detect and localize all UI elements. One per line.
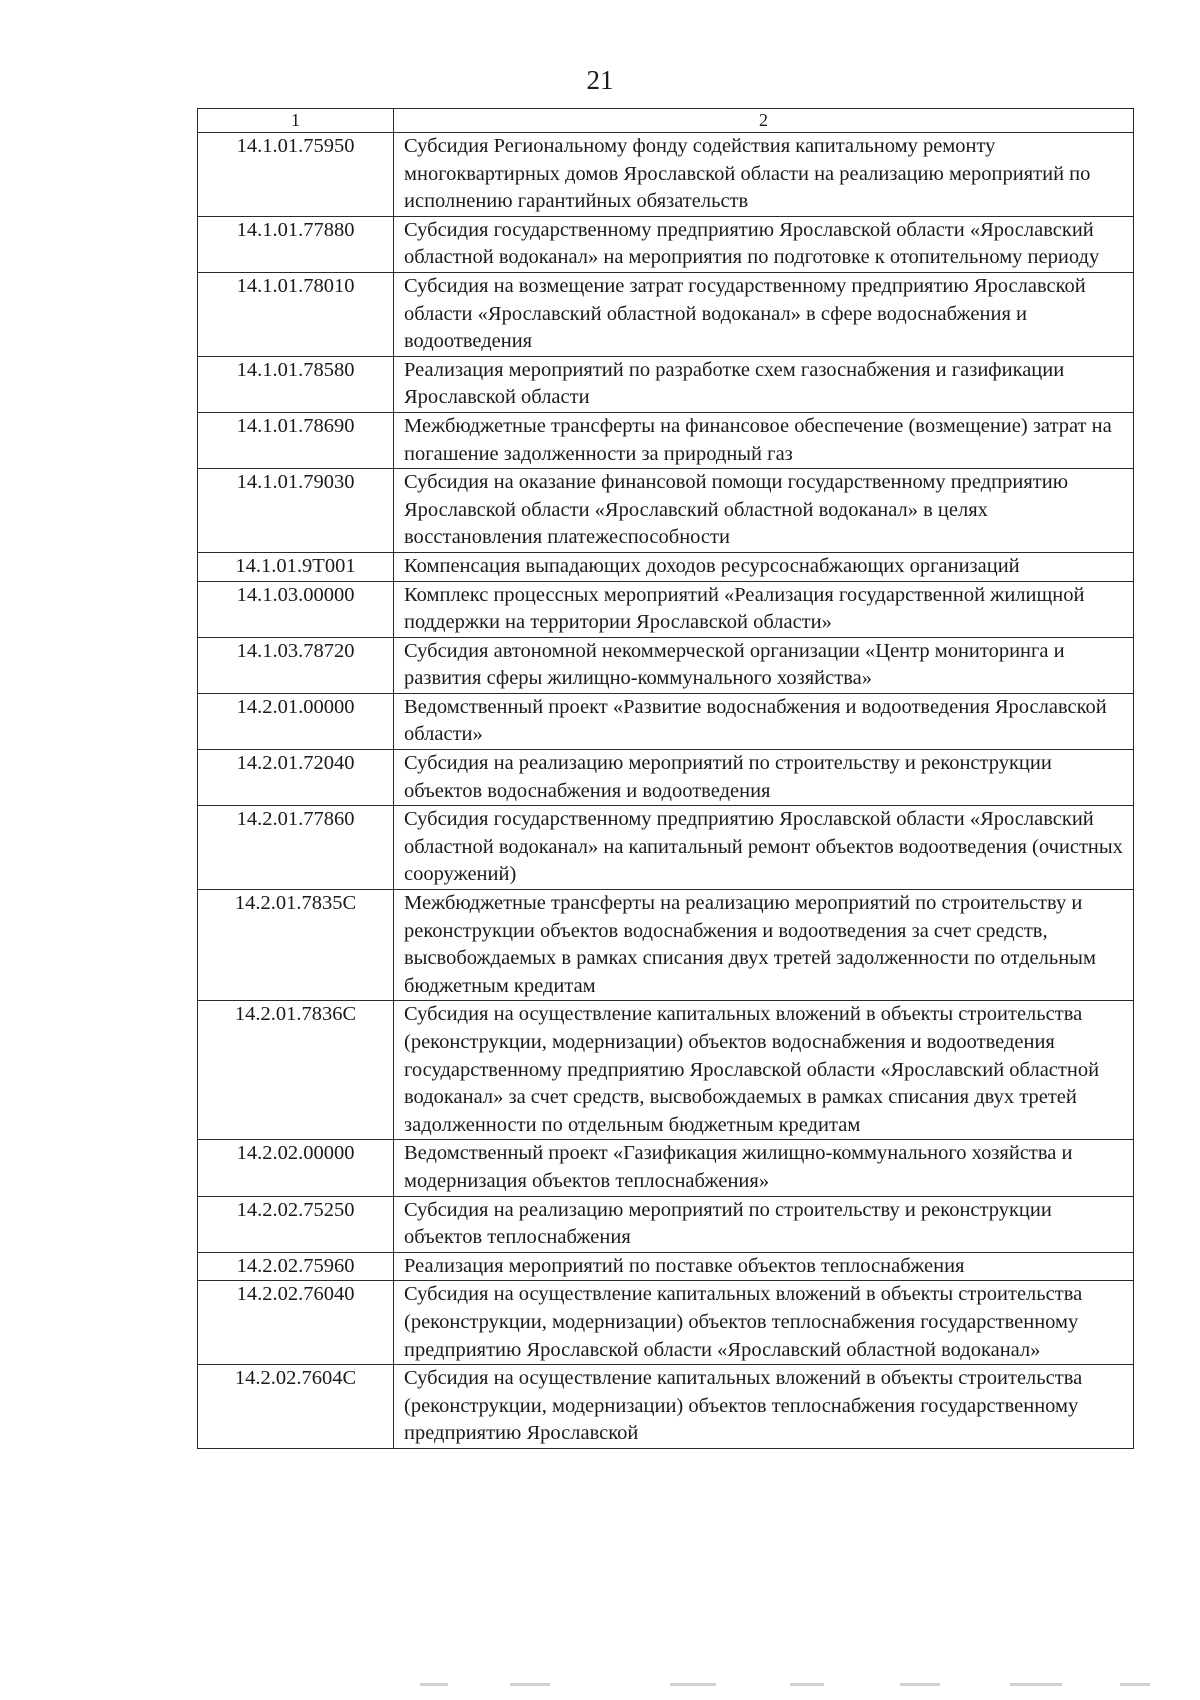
page-number: 21	[586, 65, 614, 95]
classification-code-cell: 14.2.02.7604С	[198, 1365, 394, 1449]
table-row	[198, 1196, 1134, 1252]
classification-code-cell: 14.2.01.77860	[198, 806, 394, 890]
table-row	[198, 1365, 1134, 1449]
classification-code-cell: 14.2.01.7836С	[198, 1001, 394, 1140]
description-cell: Субсидия на возмещение затрат государственному предприятию Ярославской области «Ярославский областной водоканал» в сфере водоснабжения и водоотведения	[394, 272, 1134, 356]
table-row	[198, 412, 1134, 468]
classification-code-cell: 14.2.01.00000	[198, 693, 394, 749]
description-cell: Субсидия на осуществление капитальных вложений в объекты строительства (реконструкции, модернизации) объектов теплоснабжения государственному предприятию Ярославской области «Ярославский областной водоканал»	[394, 1281, 1134, 1365]
classification-code-cell: 14.2.02.00000	[198, 1140, 394, 1196]
classification-code-cell: 14.1.01.78010	[198, 272, 394, 356]
table-row	[198, 637, 1134, 693]
classification-code-cell: 14.1.01.79030	[198, 469, 394, 553]
classification-code-cell: 14.1.03.00000	[198, 581, 394, 637]
description-cell: Субсидия на осуществление капитальных вложений в объекты строительства (реконструкции, модернизации) объектов теплоснабжения государственному предприятию Ярославской	[394, 1365, 1134, 1449]
table-row	[198, 581, 1134, 637]
description-cell: Субсидия на реализацию мероприятий по строительству и реконструкции объектов теплоснабжения	[394, 1196, 1134, 1252]
table-row	[198, 133, 1134, 217]
classification-code-cell: 14.2.02.75960	[198, 1252, 394, 1281]
table-row	[198, 1281, 1134, 1365]
description-cell: Субсидия государственному предприятию Ярославской области «Ярославский областной водоканал» на мероприятия по подготовке к отопительному периоду	[394, 216, 1134, 272]
table-row	[198, 750, 1134, 806]
classification-code-cell: 14.2.01.72040	[198, 750, 394, 806]
description-cell: Ведомственный проект «Развитие водоснабжения и водоотведения Ярославской области»	[394, 693, 1134, 749]
table-header	[198, 109, 1134, 133]
description-cell: Субсидия Региональному фонду содействия капитальному ремонту многоквартирных домов Ярославской области на реализацию мероприятий по исполнению гарантийных обязательств	[394, 133, 1134, 217]
scan-artifact-marks	[420, 1683, 1180, 1689]
description-cell: Субсидия на оказание финансовой помощи государственному предприятию Ярославской области «Ярославский областной водоканал» в целях восстановления платежеспособности	[394, 469, 1134, 553]
description-cell: Субсидия на осуществление капитальных вложений в объекты строительства (реконструкции, модернизации) объектов водоснабжения и водоотведения государственному предприятию Ярославской области «Ярославский областной водоканал» за счет средств, высвобождаемых в рамках списания двух третей задолженности по отдельным бюджетным кредитам	[394, 1001, 1134, 1140]
classification-code-cell: 14.1.01.9Т001	[198, 552, 394, 581]
budget-classification-table	[197, 108, 1134, 1449]
description-cell: Субсидия государственному предприятию Ярославской области «Ярославский областной водоканал» на капитальный ремонт объектов водоотведения (очистных сооружений)	[394, 806, 1134, 890]
table-row	[198, 469, 1134, 553]
description-cell: Субсидия на реализацию мероприятий по строительству и реконструкции объектов водоснабжения и водоотведения	[394, 750, 1134, 806]
description-cell: Межбюджетные трансферты на реализацию мероприятий по строительству и реконструкции объектов водоснабжения и водоотведения за счет средств, высвобождаемых в рамках списания двух третей задолженности по отдельным бюджетным кредитам	[394, 890, 1134, 1001]
table-row	[198, 216, 1134, 272]
classification-code-cell: 14.2.02.75250	[198, 1196, 394, 1252]
classification-code-cell: 14.1.01.78690	[198, 412, 394, 468]
classification-code-cell: 14.2.01.7835С	[198, 890, 394, 1001]
table-row	[198, 272, 1134, 356]
table-row	[198, 1140, 1134, 1196]
table-row	[198, 552, 1134, 581]
table-row	[198, 890, 1134, 1001]
classification-code-cell: 14.1.01.75950	[198, 133, 394, 217]
column-header-description: 2	[394, 109, 1134, 133]
description-cell: Межбюджетные трансферты на финансовое обеспечение (возмещение) затрат на погашение задолженности за природный газ	[394, 412, 1134, 468]
column-header-code: 1	[198, 109, 394, 133]
description-cell: Комплекс процессных мероприятий «Реализация государственной жилищной поддержки на территории Ярославской области»	[394, 581, 1134, 637]
description-cell: Ведомственный проект «Газификация жилищно-коммунального хозяйства и модернизация объектов теплоснабжения»	[394, 1140, 1134, 1196]
table-row	[198, 1252, 1134, 1281]
table-row	[198, 693, 1134, 749]
table-row	[198, 1001, 1134, 1140]
table-row	[198, 806, 1134, 890]
description-cell: Субсидия автономной некоммерческой организации «Центр мониторинга и развития сферы жилищно-коммунального хозяйства»	[394, 637, 1134, 693]
classification-code-cell: 14.1.01.77880	[198, 216, 394, 272]
classification-code-cell: 14.1.03.78720	[198, 637, 394, 693]
classification-code-cell: 14.1.01.78580	[198, 356, 394, 412]
classification-code-cell: 14.2.02.76040	[198, 1281, 394, 1365]
table-row	[198, 356, 1134, 412]
description-cell: Реализация мероприятий по разработке схем газоснабжения и газификации Ярославской области	[394, 356, 1134, 412]
header-row	[198, 109, 1134, 133]
table-body	[198, 133, 1134, 1449]
description-cell: Реализация мероприятий по поставке объектов теплоснабжения	[394, 1252, 1134, 1281]
description-cell: Компенсация выпадающих доходов ресурсоснабжающих организаций	[394, 552, 1134, 581]
